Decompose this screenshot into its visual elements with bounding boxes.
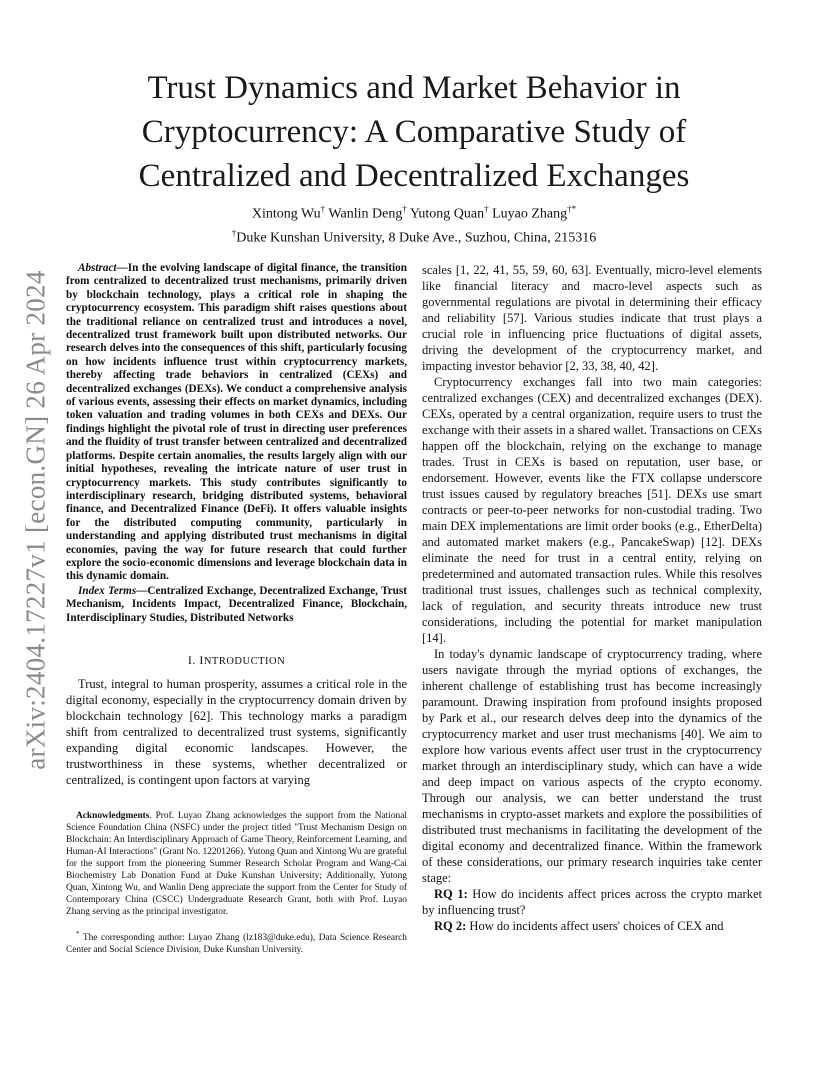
research-question-1 xyxy=(422,886,762,918)
left-column xyxy=(66,262,407,788)
right-column xyxy=(422,262,762,934)
author-mark: † xyxy=(320,204,326,214)
section-title-initial: I xyxy=(199,652,204,667)
footnotes xyxy=(66,810,407,956)
affiliation-mark: † xyxy=(231,227,237,238)
arxiv-identifier: arXiv:2404.17227v1 [econ.GN] 26 Apr 2024 xyxy=(20,270,51,770)
section-number: I. xyxy=(187,652,200,667)
arxiv-sidebar xyxy=(6,260,66,780)
author-2: Wanlin Deng xyxy=(328,206,403,222)
index-terms-text: —Centralized Exchange, Decentralized Exchange, Trust Mechanism, Incidents Impact, Decentralized Finance, Blockchain, Interdisciplinary Studies, Distributed Networks xyxy=(66,584,407,624)
title-line-3: Centralized and Decentralized Exchanges xyxy=(138,158,690,194)
rq2-label: RQ 2: xyxy=(434,919,467,933)
intro-paragraph-continued: scales [1, 22, 41, 55, 59, 60, 63]. Eventually, micro-level elements like financial literacy and macro-level aspects such as governmental regulations are pivotal in determining their efficacy and reliability [57]. Various studies indicate that trust plays a crucial role in influencing price fluctuations of digital assets, driving the development of the cryptocurrency market, and impacting investor behavior [2, 33, 38, 40, 42]. xyxy=(422,263,762,373)
author-mark: † xyxy=(484,204,489,214)
author-mark: †* xyxy=(567,204,577,214)
rq1-label: RQ 1: xyxy=(434,887,468,901)
abstract xyxy=(66,262,407,584)
title-line-2: Cryptocurrency: A Comparative Study of xyxy=(141,114,687,150)
research-question-2 xyxy=(422,918,762,934)
rq2-text: How do incidents affect users' choices of CEX and xyxy=(466,919,724,933)
section-heading-introduction xyxy=(66,653,407,668)
intro-paragraph-1: Trust, integral to human prosperity, assumes a critical role in the digital economy, especially in the cryptocurrency domain driven by blockchain technology [62]. This technology marks a paradigm shift from centralized to decentralized trust systems, significantly expanding digital economic landscapes. However, the trustworthiness in these systems, whether decentralized or centralized, is contingent upon factors at varying xyxy=(66,676,407,787)
acknowledgments-text: . Prof. Luyao Zhang acknowledges the support from the National Science Foundation China (NSFC) under the project titled "Trust Mechanism Design on Blockchain: An Interdisciplinary Approach of Game Theory, Reinforcement Learning, and Human-AI Interactions" (Grant No. 12201266). Yutong Quan and Xintong Wu are grateful for the support from the pioneering Summer Research Scholar Program and Wang-Cai Biochemistry Lab Donation Fund at Duke Kunshan University; Additionally, Yutong Quan, Xintong Wu, and Wanlin Deng appreciate the support from the Center for Study of Contemporary China (CSCC) Undergraduate Research Grant, both with Prof. Luyao Zhang serving as the principal investigator. xyxy=(66,811,407,917)
index-terms xyxy=(66,585,407,625)
corresponding-author-footnote xyxy=(66,928,407,956)
affiliation-text: Duke Kunshan University, 8 Duke Ave., Suzhou, China, 215316 xyxy=(236,230,597,246)
author-3: Yutong Quan xyxy=(409,206,485,222)
index-terms-label: Index Terms xyxy=(78,584,137,597)
title-line-1: Trust Dynamics and Market Behavior in xyxy=(147,70,681,106)
author-1: Xintong Wu xyxy=(251,206,321,222)
abstract-text: —In the evolving landscape of digital finance, the transition from centralized to decentralized trust mechanisms, primarily driven by blockchain technology, plays a critical role in shaping the cryptocurrency ecosystem. This paradigm shift raises questions about the traditional reliance on centralized trust and introduces a novel, decentralized trust framework built upon distributed networks. Our research delves into the consequences of this shift, particularly focusing on how incidents influence trust within cryptocurrency markets, thereby affecting trade behaviors in centralized (CEXs) and decentralized exchanges (DEXs). We conduct a comprehensive analysis of various events, assessing their effects on market dynamics, including token valuation and trading volumes in both CEXs and DEXs. Our findings highlight the pivotal role of trust in directing user preferences and the fluidity of trust transfer between centralized and decentralized platforms. Despite certain anomalies, the results largely align with our initial hypotheses, revealing the intricate nature of user trust in cryptocurrency markets. This study contributes significantly to interdisciplinary research, bridging distributed systems, behavioral finance, and Decentralized Finance (DeFi). It offers valuable insights for the distributed computing community, particularly in understanding and applying distributed trust mechanisms in digital economies, paving the way for future research that could further explore the socio-economic dimensions and leverage blockchain data in this dynamic domain. xyxy=(66,262,407,583)
author-block xyxy=(70,200,758,247)
abstract-label: Abstract xyxy=(78,262,117,274)
corresponding-author-text: The corresponding author: Luyao Zhang (lz183@duke.edu), Data Science Research Center and Social Science Division, Duke Kunshan University. xyxy=(66,933,407,956)
section-title-rest: NTRODUCTION xyxy=(203,655,286,667)
acknowledgments-footnote xyxy=(66,810,407,918)
intro-paragraph-landscape: In today's dynamic landscape of cryptocurrency trading, where users navigate through the myriad options of exchanges, the inherent challenge of establishing trust has become increasingly paramount. Drawing inspiration from profound insights proposed by Park et al., our research delves deep into the dynamics of the cryptocurrency market and user trust mechanisms [40]. We aim to explore how various events affect user trust in the cryptocurrency market through an interdisciplinary study, which can have a wide and deep impact on various aspects of the crypto economy. Through our analysis, we can better understand the trust mechanisms in crypto-asset markets and explore the possibilities of distributed trust mechanisms in facilitating the development of the digital economy and decentralized finance. Within the framework of these considerations, our primary research inquiries take center stage: xyxy=(422,647,762,885)
paper-title xyxy=(70,66,758,198)
author-names xyxy=(70,200,758,224)
rq1-text: How do incidents affect prices across the crypto market by influencing trust? xyxy=(422,887,762,917)
affiliation xyxy=(70,224,758,248)
author-mark: † xyxy=(402,204,407,214)
intro-paragraph-exchanges: Cryptocurrency exchanges fall into two main categories: centralized exchanges (CEX) and decentralized exchanges (DEX). CEXs, operated by a central organization, require users to trust the exchange with their assets in a shared wallet. Transactions on CEXs happen off the blockchain, relying on the exchange to manage trades. Trust in CEXs is based on reputation, user base, or endorsement. However, events like the FTX collapse underscore trust issues caused by regulatory breaches [51]. DEXs use smart contracts or peer-to-peer networks for non-custodial trading. Two main DEX implementations are limit order books (e.g., EtherDelta) and automated market makers (e.g., PancakeSwap) [12]. DEXs eliminate the need for trust in a central entity, relying on predetermined and automated transaction rules. While this resolves traditional trust issues, challenges such as technical complexity, lack of regulation, and security threats introduce new trust considerations, including the potential for market manipulation [14]. xyxy=(422,375,762,645)
author-4: Luyao Zhang xyxy=(492,206,568,222)
acknowledgments-label: Acknowledgments xyxy=(76,811,150,821)
footnote-mark: * xyxy=(76,930,80,938)
